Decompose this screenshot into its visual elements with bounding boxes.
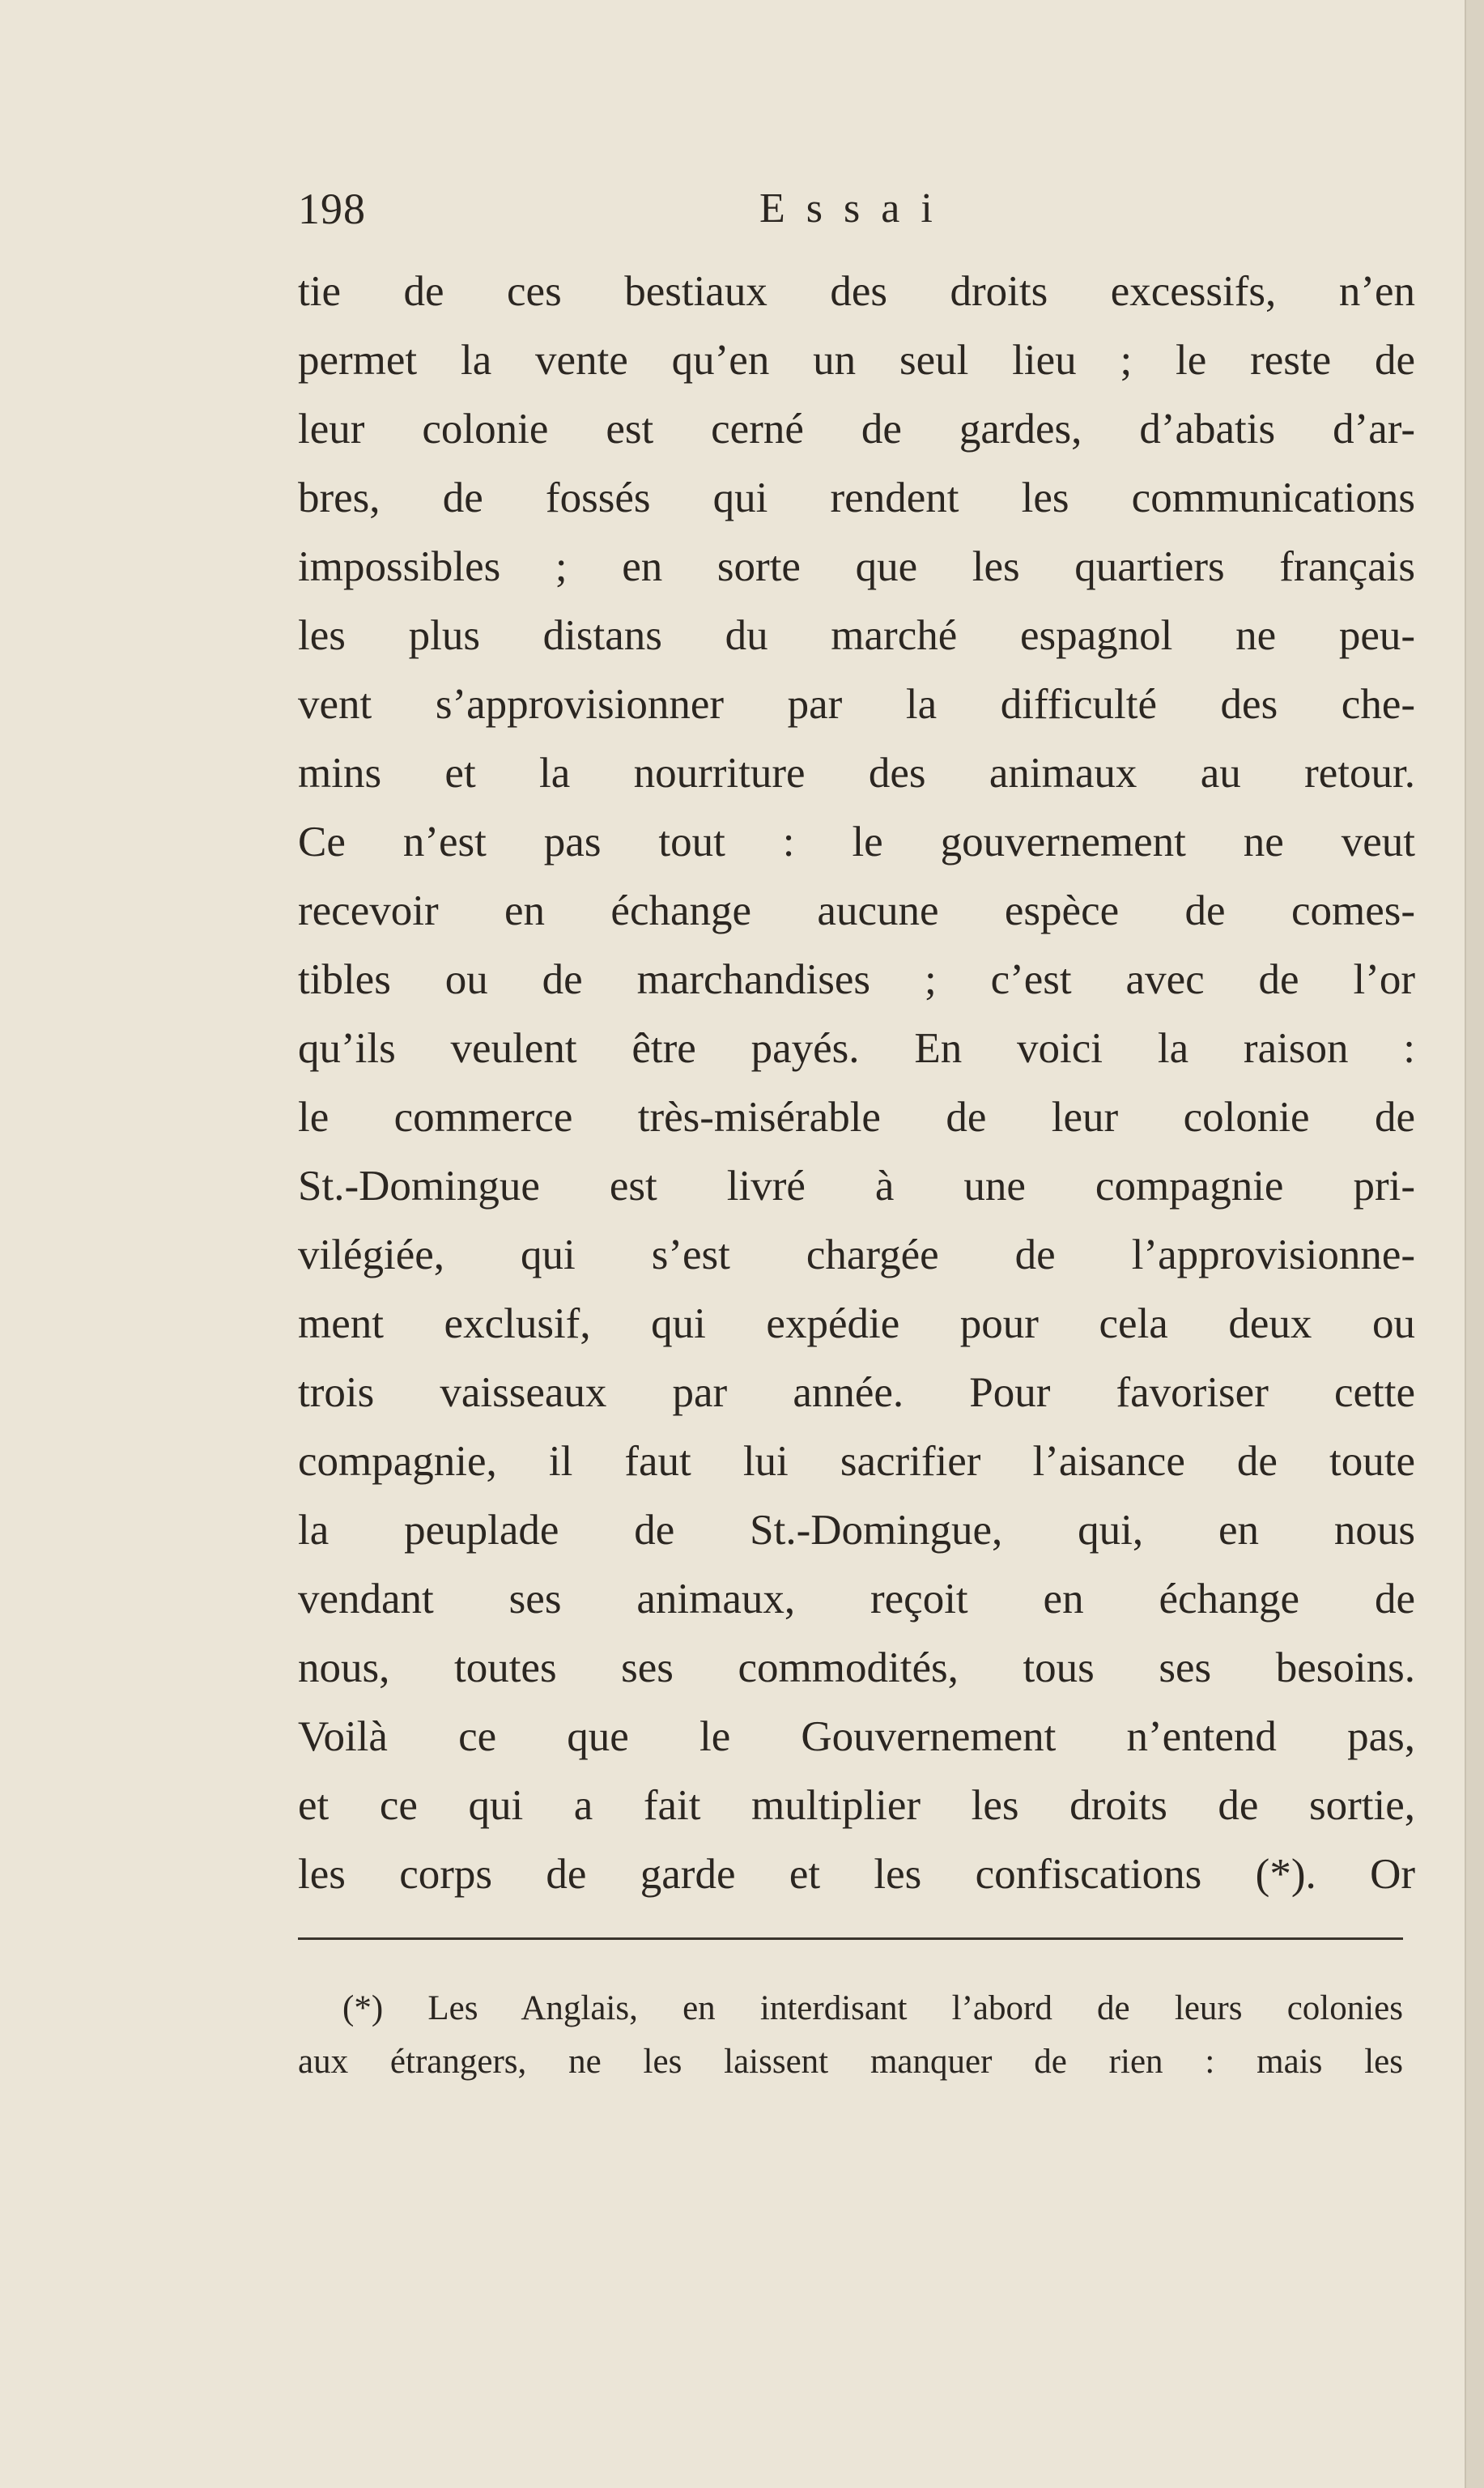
text-line: tibles ou de marchandises ; c’est avec de l’or — [298, 956, 1415, 1003]
footnote-line: (*) Les Anglais, en interdisant l’abord de leurs colonies — [342, 1989, 1403, 2027]
text-line: trois vaisseaux par année. Pour favoriser cette — [298, 1369, 1415, 1416]
text-line: vilégiée, qui s’est chargée de l’approvisionne- — [298, 1231, 1415, 1278]
text-line: vent s’approvisionner par la difficulté des che- — [298, 681, 1415, 728]
text-line: impossibles ; en sorte que les quartiers français — [298, 543, 1415, 590]
text-line: Ce n’est pas tout : le gouvernement ne veut — [298, 819, 1415, 865]
text-line: St.-Domingue est livré à une compagnie pri- — [298, 1163, 1415, 1210]
text-line: les corps de garde et les confiscations (*). Or — [298, 1851, 1415, 1898]
text-line: et ce qui a fait multiplier les droits de sortie, — [298, 1782, 1415, 1829]
text-line: compagnie, il faut lui sacrifier l’aisance de toute — [298, 1438, 1415, 1485]
text-line: recevoir en échange aucune espèce de comes- — [298, 887, 1415, 934]
text-line: la peuplade de St.-Domingue, qui, en nous — [298, 1507, 1415, 1554]
body-text — [298, 257, 1415, 1909]
text-line: tie de ces bestiaux des droits excessifs, n’en — [298, 268, 1415, 315]
running-title: Essai — [759, 185, 954, 232]
page-edge — [1465, 0, 1484, 2488]
text-line: permet la vente qu’en un seul lieu ; le reste de — [298, 337, 1415, 384]
text-line: ment exclusif, qui expédie pour cela deux ou — [298, 1300, 1415, 1347]
text-line: bres, de fossés qui rendent les communications — [298, 474, 1415, 521]
text-line: vendant ses animaux, reçoit en échange de — [298, 1576, 1415, 1623]
page-header — [298, 185, 1415, 233]
text-line: Voilà ce que le Gouvernement n’entend pas, — [298, 1713, 1415, 1760]
text-line: nous, toutes ses commodités, tous ses besoins. — [298, 1644, 1415, 1691]
footnote — [298, 1982, 1403, 2089]
text-line: les plus distans du marché espagnol ne peu- — [298, 612, 1415, 659]
footnote-line: aux étrangers, ne les laissent manquer de rien : mais les — [298, 2043, 1403, 2081]
text-line: mins et la nourriture des animaux au retour. — [298, 750, 1415, 797]
text-line: le commerce très-misérable de leur colonie de — [298, 1094, 1415, 1141]
page-number: 198 — [298, 185, 366, 233]
text-line: qu’ils veulent être payés. En voici la raison : — [298, 1025, 1415, 1072]
text-line: leur colonie est cerné de gardes, d’abatis d’ar- — [298, 406, 1415, 453]
footnote-rule — [298, 1937, 1403, 1940]
